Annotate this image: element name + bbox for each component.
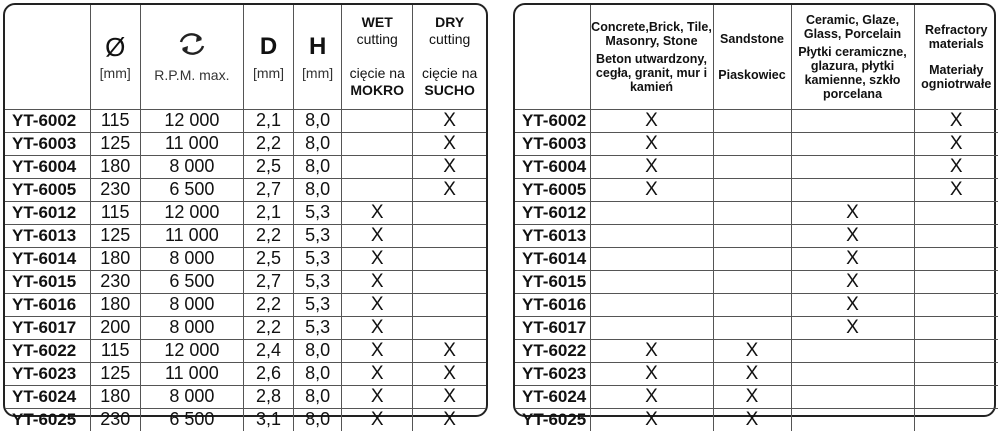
spec-row <box>5 339 486 362</box>
d-cell: 2,5 <box>243 247 293 270</box>
refractory-mark <box>914 270 998 293</box>
h-cell: 8,0 <box>294 132 342 155</box>
sandstone-mark <box>713 201 791 224</box>
dry-mark <box>413 247 486 270</box>
concrete-mark: X <box>590 362 713 385</box>
d-cell: 2,2 <box>243 293 293 316</box>
dry-mark: X <box>413 155 486 178</box>
wet-pl-label: cięcie na <box>349 65 405 82</box>
ceramic-mark <box>791 362 914 385</box>
spec-row <box>5 109 486 132</box>
product-code: YT-6023 <box>515 362 590 385</box>
material-row <box>515 201 998 224</box>
refractory-mark <box>914 385 998 408</box>
ceramic-label-en: Ceramic, Glaze, Glass, Porcelain <box>803 12 902 41</box>
dry-mark: X <box>413 385 486 408</box>
rpm-cell: 12 000 <box>140 201 243 224</box>
d-label: D <box>259 32 278 60</box>
sandstone-mark: X <box>713 339 791 362</box>
product-code: YT-6003 <box>5 132 90 155</box>
ceramic-mark <box>791 408 914 431</box>
mokro-label: MOKRO <box>350 82 405 99</box>
concrete-mark <box>590 270 713 293</box>
refractory-header <box>914 5 998 109</box>
dry-mark <box>413 293 486 316</box>
rpm-cell: 12 000 <box>140 339 243 362</box>
product-code: YT-6003 <box>515 132 590 155</box>
product-code: YT-6022 <box>515 339 590 362</box>
ceramic-mark: X <box>791 316 914 339</box>
product-code: YT-6012 <box>515 201 590 224</box>
ceramic-mark: X <box>791 293 914 316</box>
h-cell: 8,0 <box>294 408 342 431</box>
product-code: YT-6015 <box>515 270 590 293</box>
wet-mark <box>342 109 413 132</box>
h-cell: 5,3 <box>294 224 342 247</box>
specs-header-row <box>5 5 486 109</box>
sandstone-mark: X <box>713 408 791 431</box>
product-code: YT-6005 <box>5 178 90 201</box>
dry-mark <box>413 270 486 293</box>
h-cell: 5,3 <box>294 293 342 316</box>
material-row <box>515 293 998 316</box>
h-header <box>294 5 342 109</box>
wet-mark: X <box>342 247 413 270</box>
rpm-cell: 6 500 <box>140 408 243 431</box>
dry-mark: X <box>413 178 486 201</box>
d-unit: [mm] <box>252 64 285 81</box>
concrete-mark <box>590 224 713 247</box>
sandstone-mark: X <box>713 385 791 408</box>
concrete-mark <box>590 316 713 339</box>
concrete-label-pl: Beton utwardzony, cegła, granit, mur i kamień <box>595 51 708 94</box>
sandstone-label-pl: Piaskowiec <box>718 67 786 82</box>
product-code: YT-6004 <box>5 155 90 178</box>
diameter-cell: 115 <box>90 109 140 132</box>
dry-mark <box>413 224 486 247</box>
wet-cutting-header <box>342 5 413 109</box>
refractory-mark <box>914 408 998 431</box>
sandstone-mark: X <box>713 362 791 385</box>
d-cell: 3,1 <box>243 408 293 431</box>
refractory-label-pl: Materiały ogniotrwałe <box>921 62 992 91</box>
concrete-mark: X <box>590 385 713 408</box>
sucho-label: SUCHO <box>424 82 475 99</box>
concrete-label-en: Concrete,Brick, Tile, Masonry, Stone <box>591 19 712 48</box>
materials-header-row <box>515 5 998 109</box>
rpm-header <box>140 5 243 109</box>
spec-row <box>5 224 486 247</box>
dry-mark <box>413 201 486 224</box>
wet-mark: X <box>342 270 413 293</box>
diameter-cell: 180 <box>90 247 140 270</box>
refractory-mark <box>914 201 998 224</box>
refractory-mark <box>914 224 998 247</box>
h-cell: 8,0 <box>294 339 342 362</box>
d-cell: 2,7 <box>243 178 293 201</box>
concrete-mark: X <box>590 155 713 178</box>
material-row <box>515 178 998 201</box>
concrete-mark: X <box>590 339 713 362</box>
materials-table <box>515 5 998 431</box>
material-row <box>515 385 998 408</box>
h-cell: 8,0 <box>294 178 342 201</box>
specs-table <box>5 5 486 431</box>
product-code: YT-6016 <box>5 293 90 316</box>
ceramic-mark <box>791 339 914 362</box>
refractory-mark: X <box>914 132 998 155</box>
dry-pl-label: cięcie na <box>422 65 478 82</box>
d-header <box>243 5 293 109</box>
spec-row <box>5 316 486 339</box>
ceramic-mark: X <box>791 224 914 247</box>
rpm-cell: 6 500 <box>140 178 243 201</box>
material-row <box>515 224 998 247</box>
sandstone-mark <box>713 247 791 270</box>
sandstone-mark <box>713 224 791 247</box>
concrete-mark: X <box>590 408 713 431</box>
d-cell: 2,8 <box>243 385 293 408</box>
diameter-cell: 180 <box>90 293 140 316</box>
spec-row <box>5 247 486 270</box>
wet-mark: X <box>342 293 413 316</box>
spec-row <box>5 201 486 224</box>
refractory-mark: X <box>914 155 998 178</box>
refractory-mark <box>914 247 998 270</box>
wet-mark <box>342 132 413 155</box>
product-code: YT-6005 <box>515 178 590 201</box>
product-code: YT-6015 <box>5 270 90 293</box>
material-row <box>515 339 998 362</box>
sandstone-mark <box>713 316 791 339</box>
material-row <box>515 132 998 155</box>
d-cell: 2,2 <box>243 316 293 339</box>
ceramic-mark: X <box>791 201 914 224</box>
product-code: YT-6024 <box>515 385 590 408</box>
h-cell: 5,3 <box>294 270 342 293</box>
ceramic-mark <box>791 385 914 408</box>
rpm-cell: 8 000 <box>140 247 243 270</box>
product-code: YT-6004 <box>515 155 590 178</box>
wet-mark <box>342 178 413 201</box>
wet-label: WET <box>361 14 393 31</box>
h-cell: 8,0 <box>294 362 342 385</box>
wet-cutting-label: cutting <box>356 31 398 48</box>
diameter-unit: [mm] <box>99 64 131 81</box>
product-code: YT-6017 <box>515 316 590 339</box>
dry-mark: X <box>413 362 486 385</box>
material-row <box>515 408 998 431</box>
rotation-icon <box>141 30 243 63</box>
rpm-cell: 11 000 <box>140 224 243 247</box>
spec-row <box>5 178 486 201</box>
dry-mark: X <box>413 109 486 132</box>
spec-row <box>5 155 486 178</box>
wet-mark <box>342 155 413 178</box>
diameter-cell: 230 <box>90 408 140 431</box>
concrete-header <box>590 5 713 109</box>
diameter-cell: 230 <box>90 270 140 293</box>
material-row <box>515 270 998 293</box>
sandstone-header <box>713 5 791 109</box>
d-cell: 2,5 <box>243 155 293 178</box>
dry-mark: X <box>413 408 486 431</box>
concrete-mark <box>590 293 713 316</box>
rpm-cell: 11 000 <box>140 132 243 155</box>
h-unit: [mm] <box>302 64 334 81</box>
rpm-cell: 8 000 <box>140 155 243 178</box>
spec-row <box>5 132 486 155</box>
refractory-mark <box>914 339 998 362</box>
materials-table-panel <box>513 3 996 430</box>
refractory-mark: X <box>914 109 998 132</box>
dry-mark: X <box>413 339 486 362</box>
product-code: YT-6014 <box>515 247 590 270</box>
d-cell: 2,6 <box>243 362 293 385</box>
product-code: YT-6013 <box>5 224 90 247</box>
sandstone-mark <box>713 178 791 201</box>
rpm-cell: 8 000 <box>140 316 243 339</box>
concrete-mark: X <box>590 132 713 155</box>
d-cell: 2,2 <box>243 224 293 247</box>
product-code: YT-6024 <box>5 385 90 408</box>
sandstone-mark <box>713 155 791 178</box>
refractory-mark <box>914 362 998 385</box>
wet-mark: X <box>342 362 413 385</box>
material-row <box>515 155 998 178</box>
h-cell: 5,3 <box>294 247 342 270</box>
rpm-cell: 12 000 <box>140 109 243 132</box>
concrete-mark <box>590 247 713 270</box>
h-label: H <box>308 32 327 60</box>
product-code: YT-6025 <box>5 408 90 431</box>
diameter-cell: 125 <box>90 224 140 247</box>
diameter-header <box>90 5 140 109</box>
wet-mark: X <box>342 201 413 224</box>
d-cell: 2,1 <box>243 201 293 224</box>
rpm-cell: 8 000 <box>140 385 243 408</box>
spec-row <box>5 408 486 431</box>
product-code: YT-6023 <box>5 362 90 385</box>
ceramic-header <box>791 5 914 109</box>
h-cell: 5,3 <box>294 201 342 224</box>
ceramic-mark <box>791 109 914 132</box>
d-cell: 2,2 <box>243 132 293 155</box>
refractory-mark <box>914 293 998 316</box>
concrete-mark <box>590 201 713 224</box>
dry-cutting-header <box>413 5 486 109</box>
concrete-mark: X <box>590 109 713 132</box>
spec-row <box>5 362 486 385</box>
d-cell: 2,4 <box>243 339 293 362</box>
product-code: YT-6012 <box>5 201 90 224</box>
dry-mark: X <box>413 132 486 155</box>
ceramic-label-pl: Płytki ceramiczne, glazura, płytki kamienne, szkło porcelana <box>798 44 907 101</box>
material-row <box>515 109 998 132</box>
product-code: YT-6022 <box>5 339 90 362</box>
d-cell: 2,7 <box>243 270 293 293</box>
dry-label: DRY <box>435 14 465 31</box>
dry-cutting-label: cutting <box>429 31 471 48</box>
diameter-symbol: Ø <box>105 31 126 62</box>
ceramic-mark <box>791 132 914 155</box>
refractory-mark: X <box>914 178 998 201</box>
diameter-cell: 230 <box>90 178 140 201</box>
product-code: YT-6002 <box>515 109 590 132</box>
product-code: YT-6016 <box>515 293 590 316</box>
diameter-cell: 200 <box>90 316 140 339</box>
wet-mark: X <box>342 385 413 408</box>
wet-mark: X <box>342 224 413 247</box>
h-cell: 8,0 <box>294 109 342 132</box>
material-row <box>515 362 998 385</box>
wet-mark: X <box>342 339 413 362</box>
specs-table-panel <box>3 3 488 430</box>
sandstone-label-en: Sandstone <box>720 31 784 46</box>
concrete-mark: X <box>590 178 713 201</box>
rpm-cell: 8 000 <box>140 293 243 316</box>
dry-mark <box>413 316 486 339</box>
d-cell: 2,1 <box>243 109 293 132</box>
wet-mark: X <box>342 408 413 431</box>
sandstone-mark <box>713 132 791 155</box>
diameter-cell: 115 <box>90 201 140 224</box>
rpm-cell: 11 000 <box>140 362 243 385</box>
product-code: YT-6014 <box>5 247 90 270</box>
ceramic-mark: X <box>791 247 914 270</box>
product-code: YT-6013 <box>515 224 590 247</box>
material-row <box>515 247 998 270</box>
blank-header-cell <box>5 5 90 109</box>
spec-row <box>5 385 486 408</box>
ceramic-mark: X <box>791 270 914 293</box>
diameter-cell: 125 <box>90 362 140 385</box>
sandstone-mark <box>713 293 791 316</box>
sandstone-mark <box>713 270 791 293</box>
product-code: YT-6025 <box>515 408 590 431</box>
refractory-mark <box>914 316 998 339</box>
product-code: YT-6002 <box>5 109 90 132</box>
ceramic-mark <box>791 178 914 201</box>
rpm-unit: R.P.M. max. <box>154 67 230 84</box>
diameter-cell: 180 <box>90 155 140 178</box>
spec-row <box>5 293 486 316</box>
blank-header-cell <box>515 5 590 109</box>
sandstone-mark <box>713 109 791 132</box>
material-row <box>515 316 998 339</box>
rpm-cell: 6 500 <box>140 270 243 293</box>
diameter-cell: 125 <box>90 132 140 155</box>
spec-row <box>5 270 486 293</box>
ceramic-mark <box>791 155 914 178</box>
h-cell: 5,3 <box>294 316 342 339</box>
h-cell: 8,0 <box>294 385 342 408</box>
h-cell: 8,0 <box>294 155 342 178</box>
refractory-label-en: Refractory materials <box>924 22 988 51</box>
diameter-cell: 180 <box>90 385 140 408</box>
diameter-cell: 115 <box>90 339 140 362</box>
wet-mark: X <box>342 316 413 339</box>
product-code: YT-6017 <box>5 316 90 339</box>
